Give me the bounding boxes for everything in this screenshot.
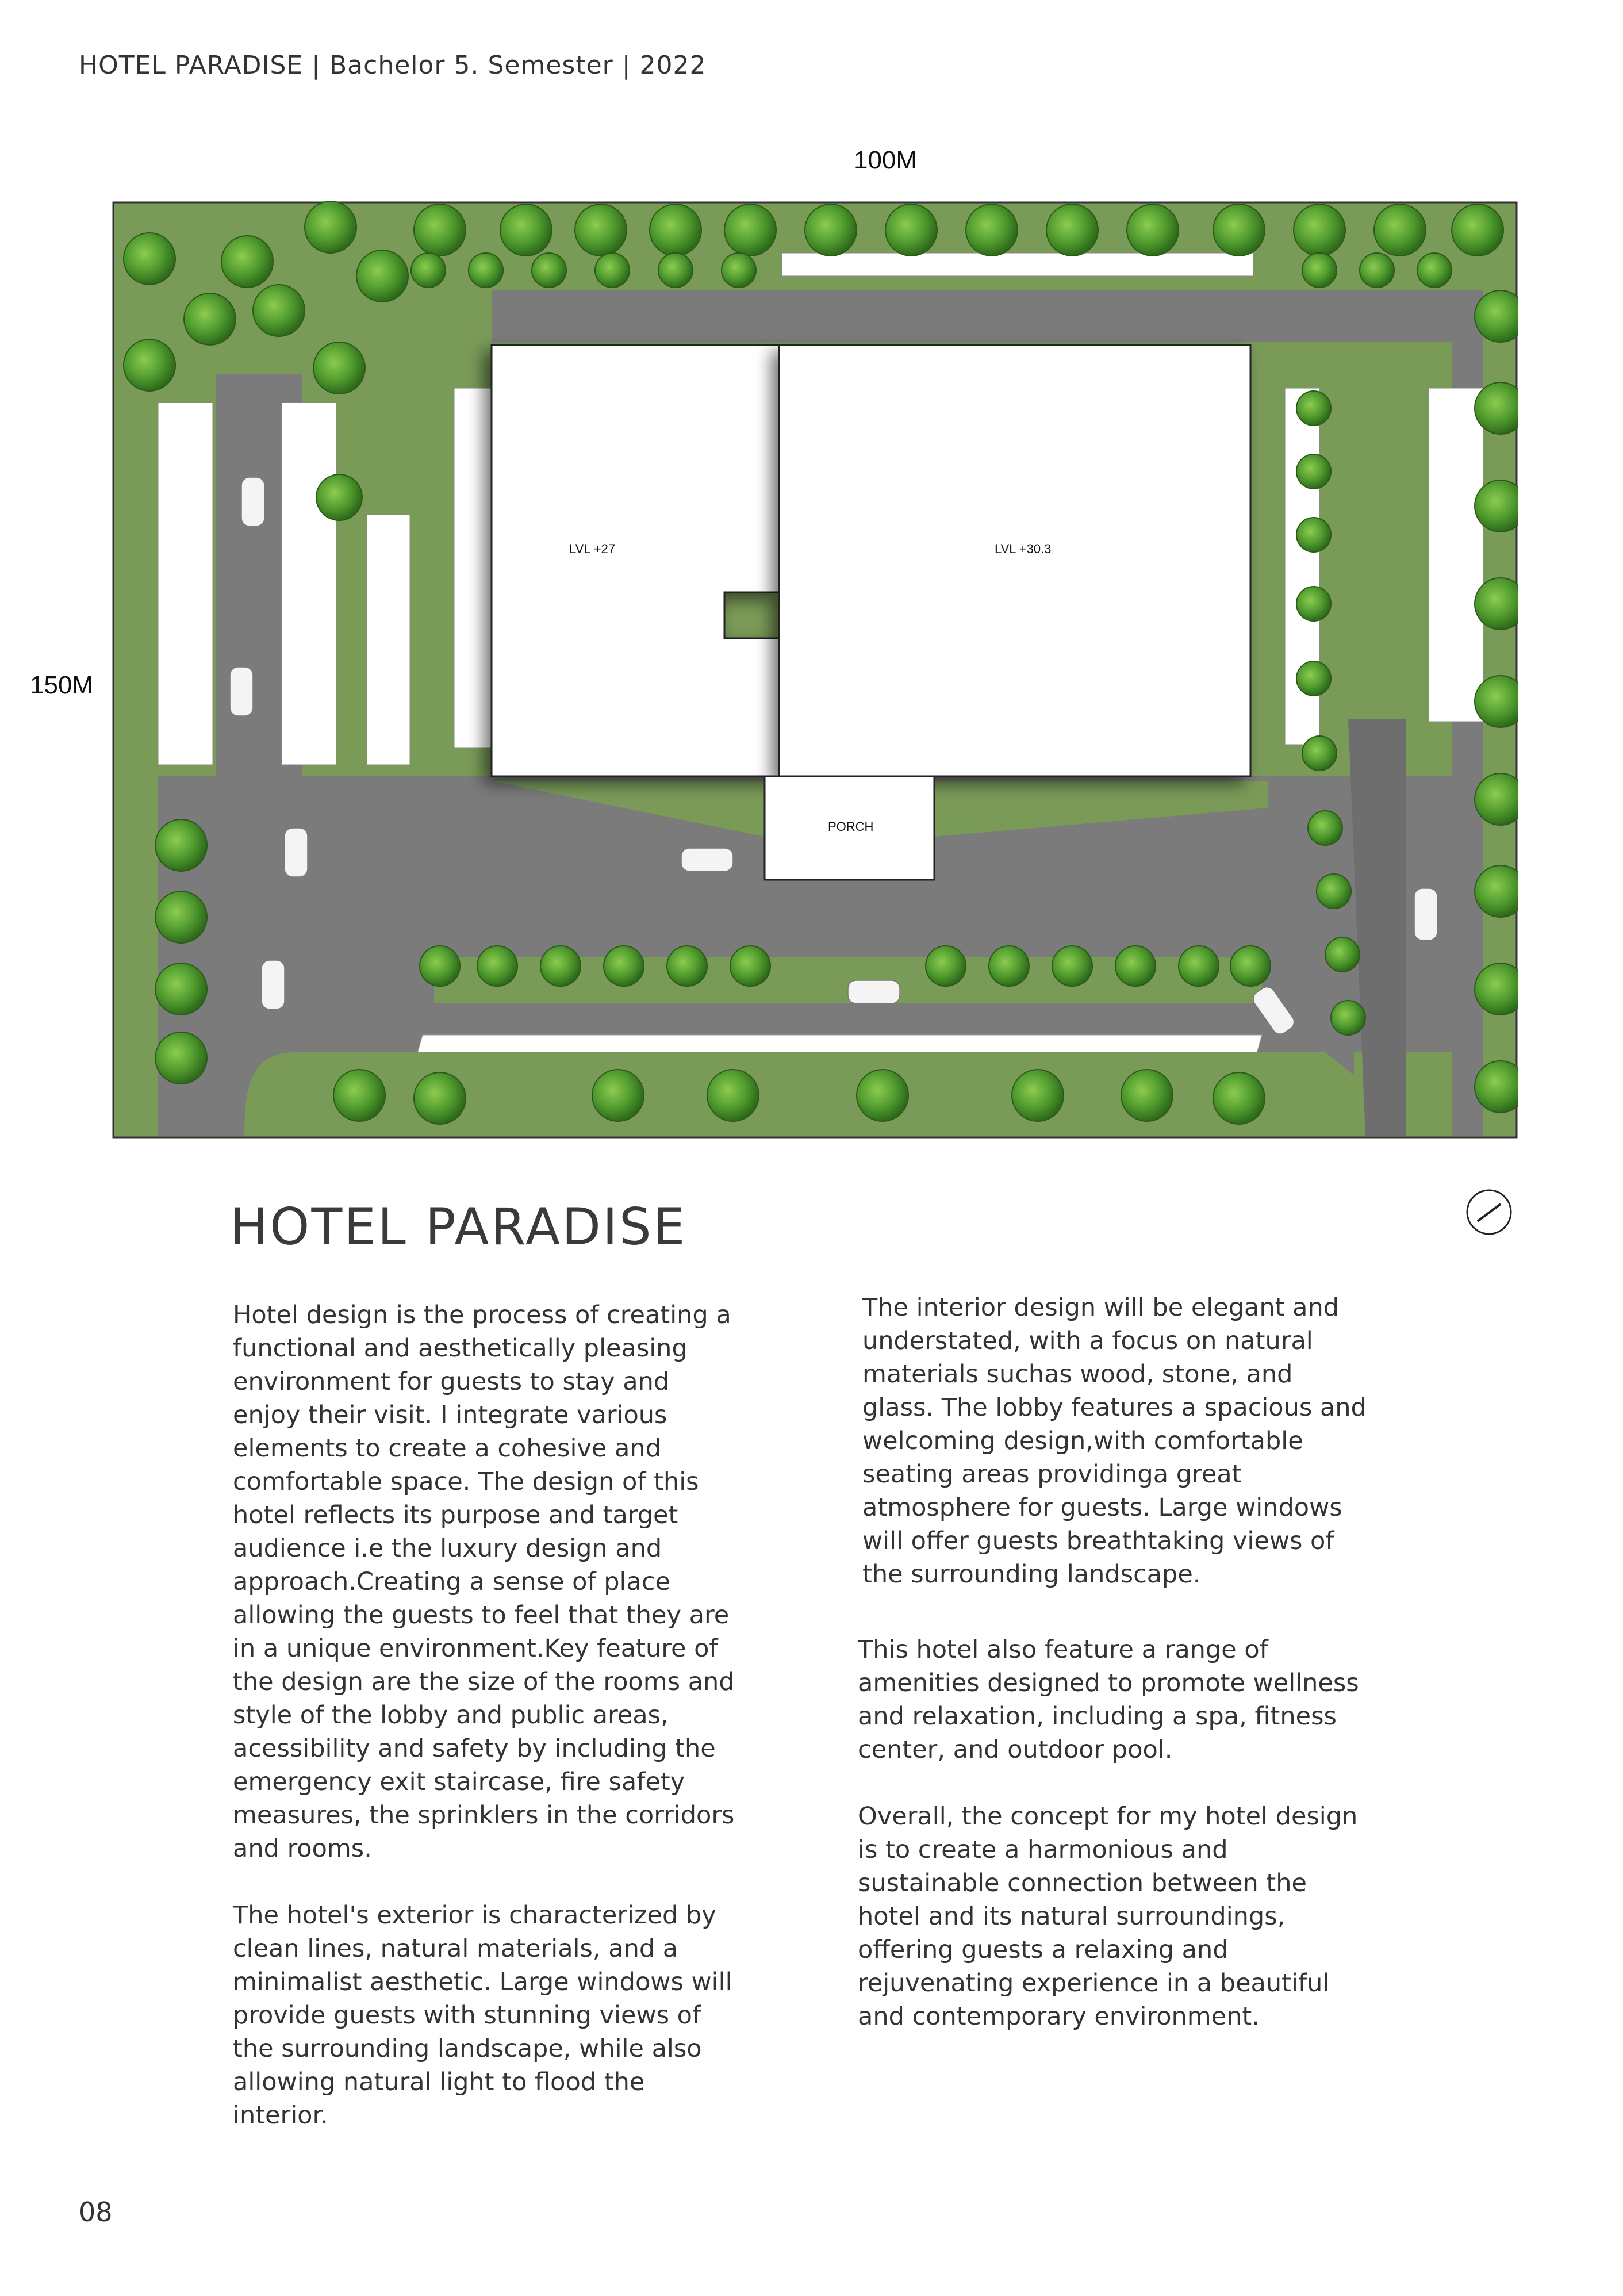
running-header: HOTEL PARADISE | Bachelor 5. Semester | 2022 [79,51,707,80]
page-number: 08 [79,2197,113,2228]
paragraph: The hotel's exterior is characterized by clean lines, natural materials, and a minimalist aesthetic. Large windows will provide guests with stunning views of the surrounding landscape, while also allowing natural light to flood the interior. [233,1901,732,2130]
paragraph: Hotel design is the process of creating a functional and aesthetically pleasing environment for guests to stay and enjoy their visit. I integrate various elements to create a cohesive and comfortable space. The design of this hotel reflects its purpose and target audience i.e the luxury design and approach.Creating a sense of place allowing the guests to feel that they are in a unique environment.Key feature of the design are the size of the rooms and style of the lobby and public areas, acessibility and safety by including the emergency exit staircase, fire safety measures, the sprinklers in the corridors and rooms. [233,1301,735,1863]
text-column-right-top [862,1291,1368,1624]
text-column-right-bottom [858,1633,1364,2067]
paragraph: The interior design will be elegant and understated, with a focus on natural materials suchas wood, stone, and glass. The lobby features a spacious and welcoming design,with comfortable seating areas providinga great atmosphere for guests. Large windows will offer guests breathtaking views of the surrounding landscape. [862,1293,1367,1589]
site-width-dimension: 100M [854,146,918,174]
page-title: HOTEL PARADISE [230,1197,687,1256]
site-depth-dimension: 150M [30,671,94,699]
building-block-a [492,345,779,776]
block-b-level-label: LVL +30.3 [995,542,1052,556]
text-column-left [233,1298,739,2165]
block-a-level-label: LVL +27 [569,542,616,556]
porch-label: PORCH [828,819,874,834]
north-arrow-icon [1465,1188,1513,1236]
paragraph: This hotel also feature a range of amenities designed to promote wellness and relaxation, including a spa, fitness center, and outdoor pool. [858,1635,1359,1764]
building-block-b [779,345,1250,776]
paragraph: Overall, the concept for my hotel design is to create a harmonious and sustainable connection between the hotel and its natural surroundings, offering guests a relaxing and rejuvenating experience in a beautiful and contemporary environment. [858,1802,1358,2031]
site-plan [112,201,1518,1139]
